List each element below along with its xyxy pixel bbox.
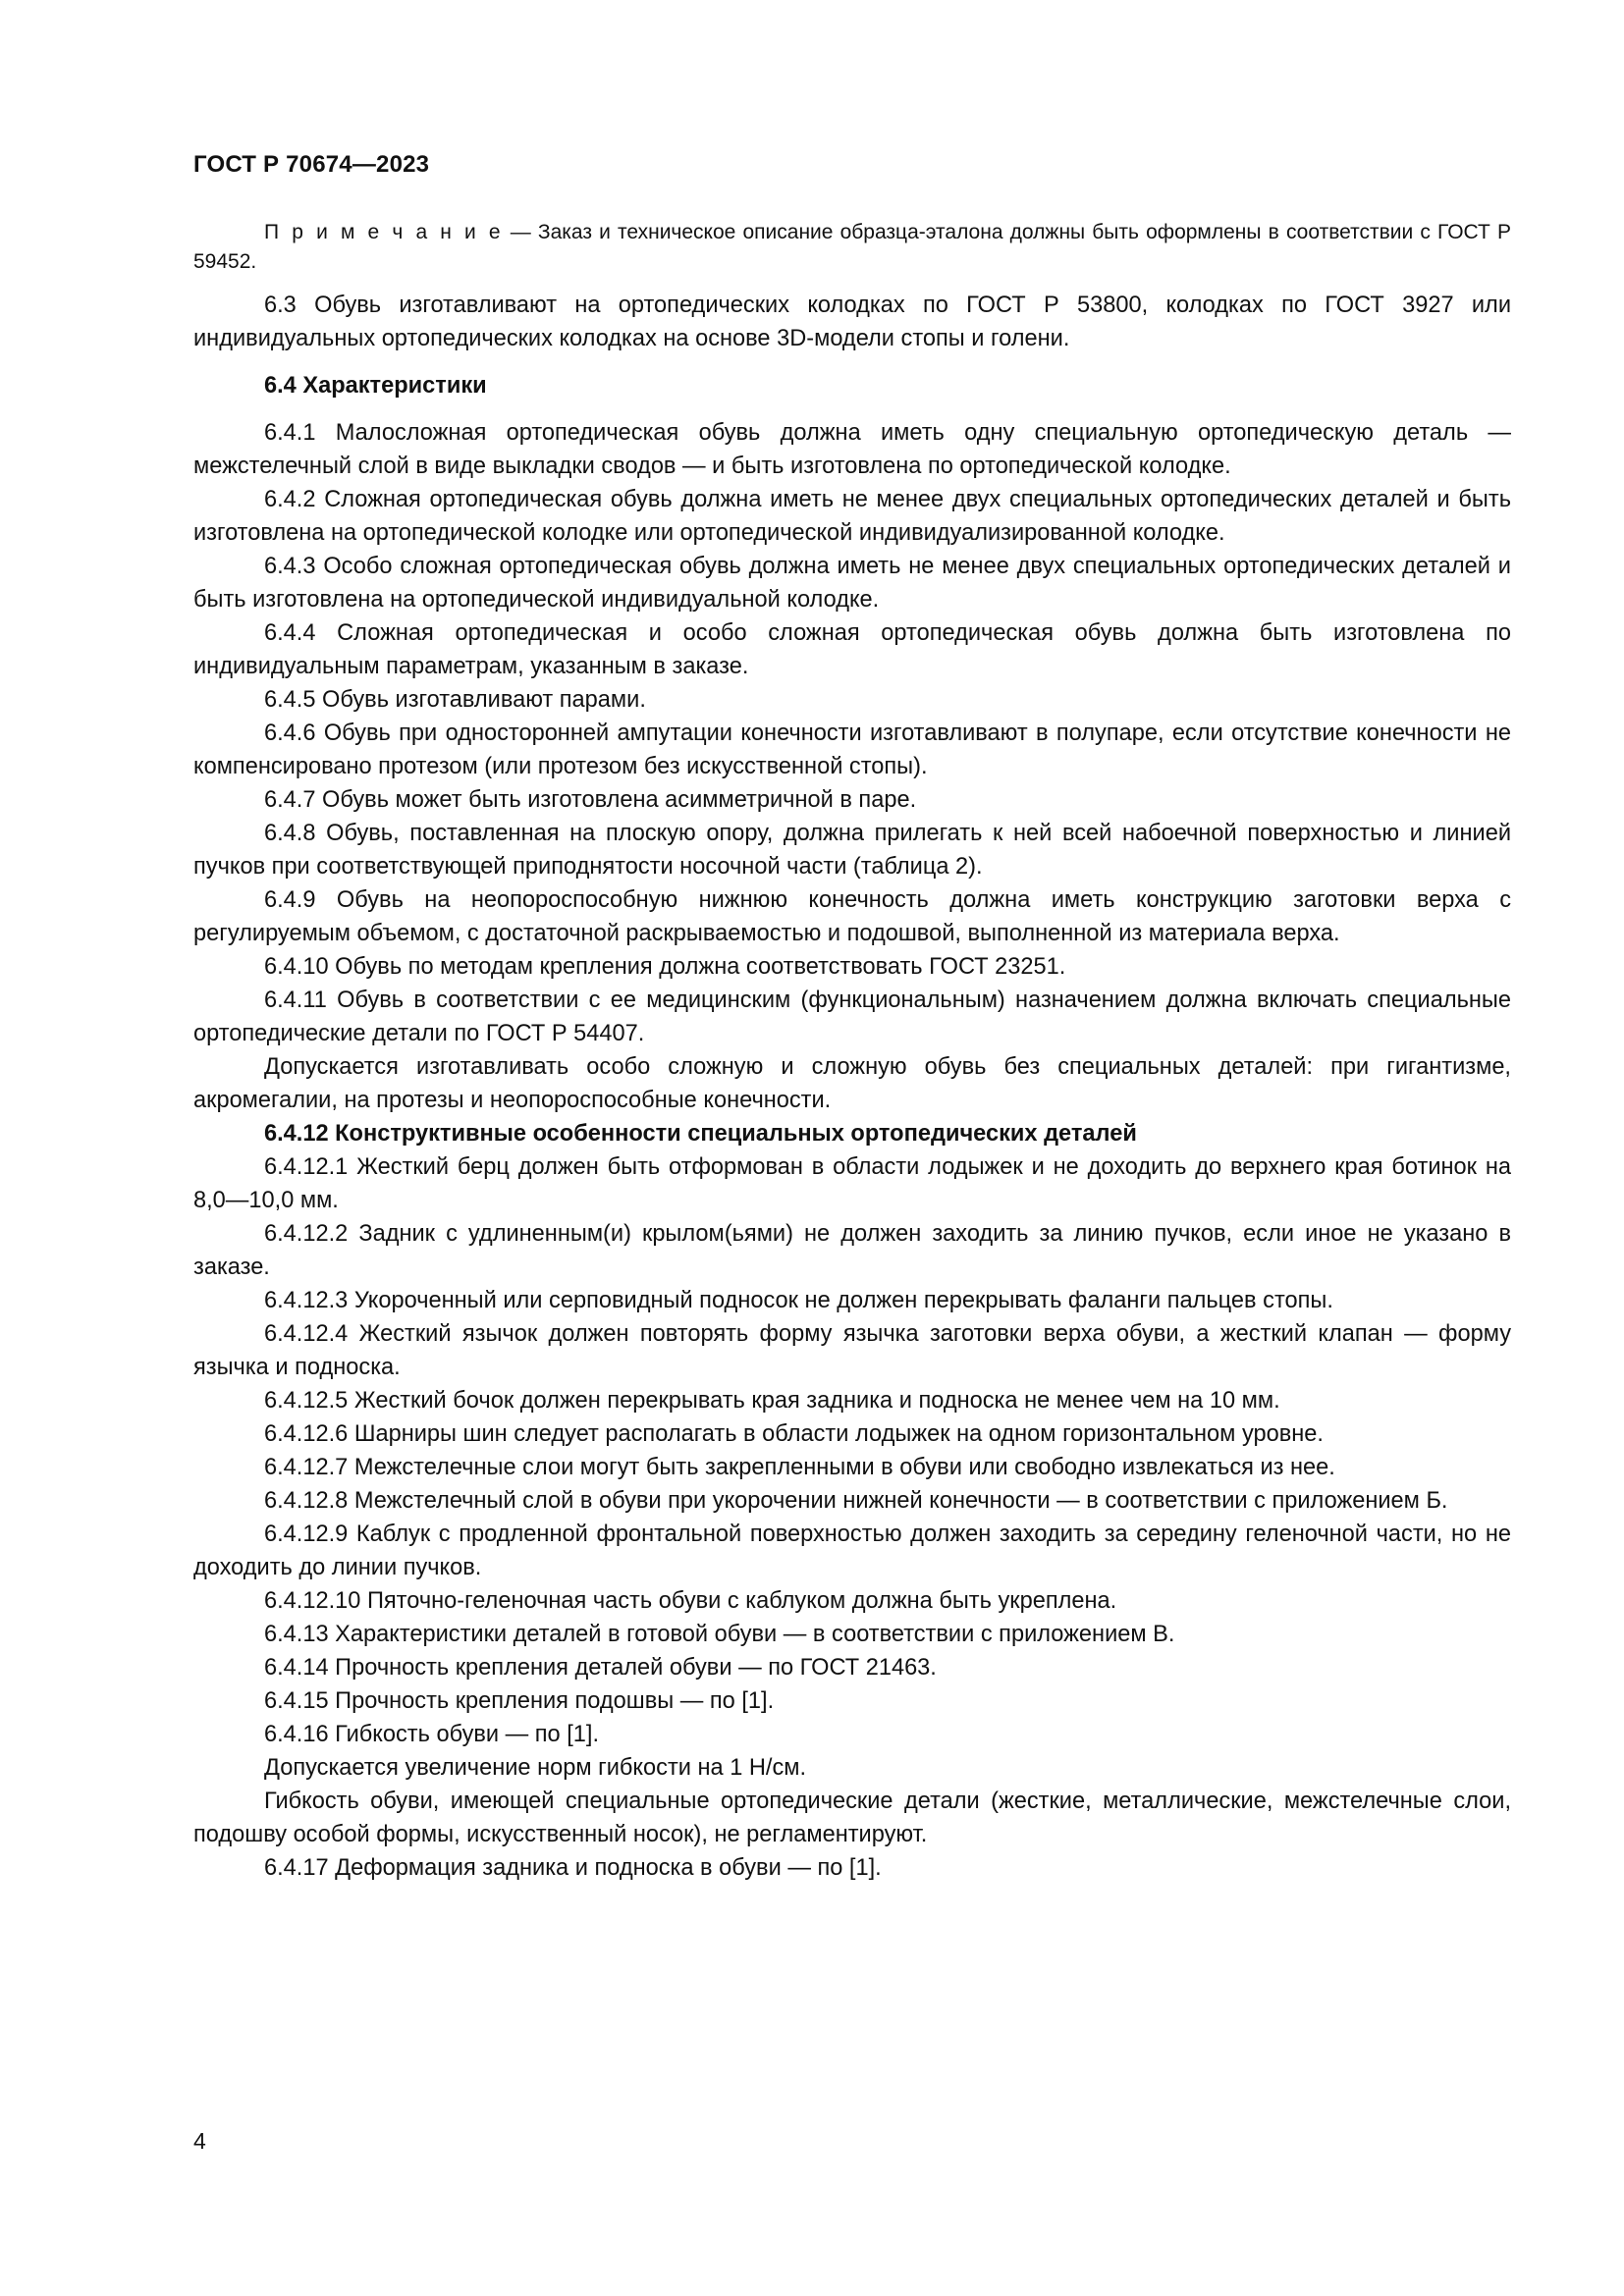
subsection-heading-6-4-12: 6.4.12 Конструктивные особенности специальных ортопедических деталей <box>264 1121 1137 1147</box>
paragraph-6-4-6: 6.4.6 Обувь при односторонней ампутации конечности изготавливают в полупаре, если отсутствие конечности не компенсировано протезом (или протезом без искусственной стопы). <box>193 721 1511 779</box>
paragraph-6-4-10: 6.4.10 Обувь по методам крепления должна соответствовать ГОСТ 23251. <box>264 954 1066 980</box>
paragraph-6-4-12-6: 6.4.12.6 Шарниры шин следует располагать в области лодыжек на одном горизонтальном уровне. <box>264 1421 1324 1447</box>
document-body <box>193 218 1511 1885</box>
paragraph-6-4-14: 6.4.14 Прочность крепления деталей обуви — по ГОСТ 21463. <box>264 1655 937 1681</box>
paragraph-6-4-11: 6.4.11 Обувь в соответствии с ее медицинским (функциональным) назначением должна включать специальные ортопедические детали по ГОСТ Р 54407. <box>193 988 1511 1046</box>
document-page <box>193 0 1511 2296</box>
paragraph-6-4-13: 6.4.13 Характеристики деталей в готовой обуви — в соответствии с приложением В. <box>264 1622 1175 1647</box>
note-paragraph <box>193 218 1511 277</box>
standard-header: ГОСТ Р 70674—2023 <box>193 151 430 178</box>
paragraph-6-4-16-addendum-2: Гибкость обуви, имеющей специальные ортопедические детали (жесткие, металлические, межстелечные слои, подошву особой формы, искусственный носок), не регламентируют. <box>193 1789 1511 1847</box>
paragraph-6-4-12-1: 6.4.12.1 Жесткий берц должен быть отформован в области лодыжек и не доходить до верхнего края ботинок на 8,0—10,0 мм. <box>193 1154 1511 1213</box>
paragraph-6-4-12-7: 6.4.12.7 Межстелечные слои могут быть закрепленными в обуви или свободно извлекаться из нее. <box>264 1455 1335 1480</box>
paragraph-6-4-2: 6.4.2 Сложная ортопедическая обувь должна иметь не менее двух специальных ортопедических деталей и быть изготовлена на ортопедической колодке или ортопедической индивидуализированной колодке. <box>193 487 1511 546</box>
paragraph-6-4-16: 6.4.16 Гибкость обуви — по [1]. <box>264 1722 600 1747</box>
paragraph-6-4-4: 6.4.4 Сложная ортопедическая и особо сложная ортопедическая обувь должна быть изготовлена по индивидуальным параметрам, указанным в заказе. <box>193 620 1511 679</box>
paragraph-6-3: 6.3 Обувь изготавливают на ортопедических колодках по ГОСТ Р 53800, колодках по ГОСТ 3927 или индивидуальных ортопедических колодках на основе 3D-модели стопы и голени. <box>193 293 1511 351</box>
paragraph-6-4-7: 6.4.7 Обувь может быть изготовлена асимметричной в паре. <box>264 787 917 813</box>
paragraph-6-4-9: 6.4.9 Обувь на неопороспособную нижнюю конечность должна иметь конструкцию заготовки верха с регулируемым объемом, с достаточной раскрываемостью и подошвой, выполненной из материала верха. <box>193 887 1511 946</box>
paragraph-6-4-12-8: 6.4.12.8 Межстелечный слой в обуви при укорочении нижней конечности — в соответствии с приложением Б. <box>264 1488 1448 1514</box>
paragraph-6-4-12-3: 6.4.12.3 Укороченный или серповидный подносок не должен перекрывать фаланги пальцев стопы. <box>264 1288 1333 1313</box>
paragraph-6-4-12-4: 6.4.12.4 Жесткий язычок должен повторять форму язычка заготовки верха обуви, а жесткий клапан — форму язычка и подноска. <box>193 1321 1511 1380</box>
paragraph-6-4-16-addendum-1: Допускается увеличение норм гибкости на 1 Н/см. <box>264 1755 807 1781</box>
page-number: 4 <box>193 2128 206 2154</box>
paragraph-6-4-11-addendum: Допускается изготавливать особо сложную и сложную обувь без специальных деталей: при гигантизме, акромегалии, на протезы и неопороспособные конечности. <box>193 1054 1511 1113</box>
paragraph-6-4-8: 6.4.8 Обувь, поставленная на плоскую опору, должна прилегать к ней всей набоечной поверхностью и линией пучков при соответствующей приподнятости носочной части (таблица 2). <box>193 821 1511 880</box>
paragraph-6-4-12-9: 6.4.12.9 Каблук с продленной фронтальной поверхностью должен заходить за середину геленочной части, но не доходить до линии пучков. <box>193 1522 1511 1580</box>
paragraph-6-4-17: 6.4.17 Деформация задника и подноска в обуви — по [1]. <box>264 1855 882 1881</box>
paragraph-6-4-3: 6.4.3 Особо сложная ортопедическая обувь должна иметь не менее двух специальных ортопедических деталей и быть изготовлена на ортопедической индивидуальной колодке. <box>193 554 1511 613</box>
paragraph-6-4-12-2: 6.4.12.2 Задник с удлиненным(и) крылом(ьями) не должен заходить за линию пучков, если иное не указано в заказе. <box>193 1221 1511 1280</box>
paragraph-6-4-12-10: 6.4.12.10 Пяточно-геленочная часть обуви с каблуком должна быть укреплена. <box>264 1588 1117 1614</box>
note-text: — Заказ и техническое описание образца-эталона должны быть оформлены в соответствии с ГОСТ Р 59452. <box>193 221 1511 273</box>
paragraph-6-4-12-5: 6.4.12.5 Жесткий бочок должен перекрывать края задника и подноска не менее чем на 10 мм. <box>264 1388 1280 1414</box>
paragraph-6-4-15: 6.4.15 Прочность крепления подошвы — по [1]. <box>264 1688 775 1714</box>
paragraph-6-4-1: 6.4.1 Малосложная ортопедическая обувь должна иметь одну специальную ортопедическую деталь — межстелечный слой в виде выкладки сводов — и быть изготовлена по ортопедической колодке. <box>193 420 1511 479</box>
note-label: П р и м е ч а н и е <box>264 221 504 243</box>
section-heading-6-4: 6.4 Характеристики <box>264 373 487 399</box>
paragraph-6-4-5: 6.4.5 Обувь изготавливают парами. <box>264 687 646 713</box>
